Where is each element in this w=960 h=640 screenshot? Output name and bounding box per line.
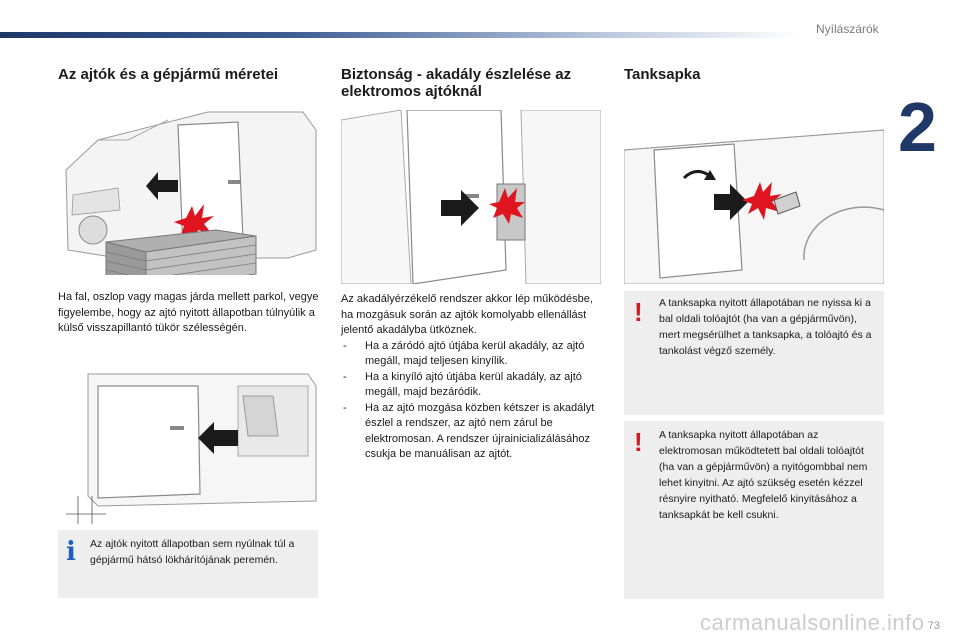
- warning-text-1: A tanksapka nyitott állapotában ne nyissa ki a bal oldali tolóajtót (ha van a gépjárművön), mert megsérülhet a tanksapka, a tolóajtó és a tankolást végző személy.: [659, 297, 872, 357]
- warning-box-2: [624, 421, 884, 599]
- van-door-wall-illustration: [58, 100, 318, 275]
- obstacle-intro: Az akadályérzékelő rendszer akkor lép működésbe, ha mozgásuk során az ajtók komolyabb ellenállást jelentő akadályba ütköznek.: [341, 293, 593, 336]
- obstacle-list: [341, 339, 603, 463]
- fuel-cap-heading: Tanksapka: [624, 66, 701, 83]
- doors-dimensions-heading: Az ajtók és a gépjármű méretei: [58, 66, 279, 83]
- fuel-cap-illustration: [624, 110, 884, 284]
- heading-line-2: elektromos ajtóknál: [341, 83, 482, 100]
- header-gradient-bar: [0, 32, 800, 38]
- info-note-box: [58, 530, 318, 598]
- warning-box-1: [624, 291, 884, 415]
- list-item: - Ha a záródó ajtó útjába kerül akadály, az ajtó megáll, majd teljesen kinyílik.: [341, 339, 603, 370]
- heading-line-1: Biztonság - akadály észlelése az: [341, 66, 572, 83]
- watermark-text: carmanualsonline.info: [700, 610, 925, 635]
- obstacle-detection-text: [341, 292, 603, 463]
- section-title: Nyílászárók: [816, 22, 879, 36]
- info-icon: i: [66, 537, 76, 567]
- list-item: - Ha a kinyíló ajtó útjába kerül akadály, az ajtó megáll, majd bezáródik.: [341, 370, 603, 401]
- van-side-door-illustration: [58, 366, 318, 524]
- sliding-door-obstacle-illustration: [341, 110, 601, 284]
- info-note-text: Az ajtók nyitott állapotban sem nyúlnak túl a gépjármű hátsó lökhárítójának peremén.: [90, 538, 295, 566]
- warning-exclamation-icon: !: [634, 297, 643, 327]
- warning-exclamation-icon: !: [634, 427, 643, 457]
- chapter-number: 2: [898, 88, 937, 166]
- obstacle-detection-heading: [341, 66, 571, 100]
- warning-text-2: A tanksapka nyitott állapotában az elektromosan működtetett bal oldali tolóajtót (ha van a gépjárművön) a nyitógombbal nem lehet kinyitni. Az ajtó szükség esetén kézzel résnyire nyitható. Megfelelő kinyitásához a tanksapkát be kell csukni.: [659, 429, 868, 521]
- doors-dimensions-paragraph: Ha fal, oszlop vagy magas járda mellett parkol, vegye figyelembe, hogy az ajtó nyitott állapotban túlnyúlik a külső visszapillantó tükör szélességén.: [58, 291, 319, 334]
- list-item: - Ha az ajtó mozgása közben kétszer is akadályt észlel a rendszer, az ajtó nem zárul be elektromosan. A rendszer újrainicializálásához csukja be manuálisan az ajtót.: [341, 401, 603, 463]
- page-number: 73: [927, 620, 940, 632]
